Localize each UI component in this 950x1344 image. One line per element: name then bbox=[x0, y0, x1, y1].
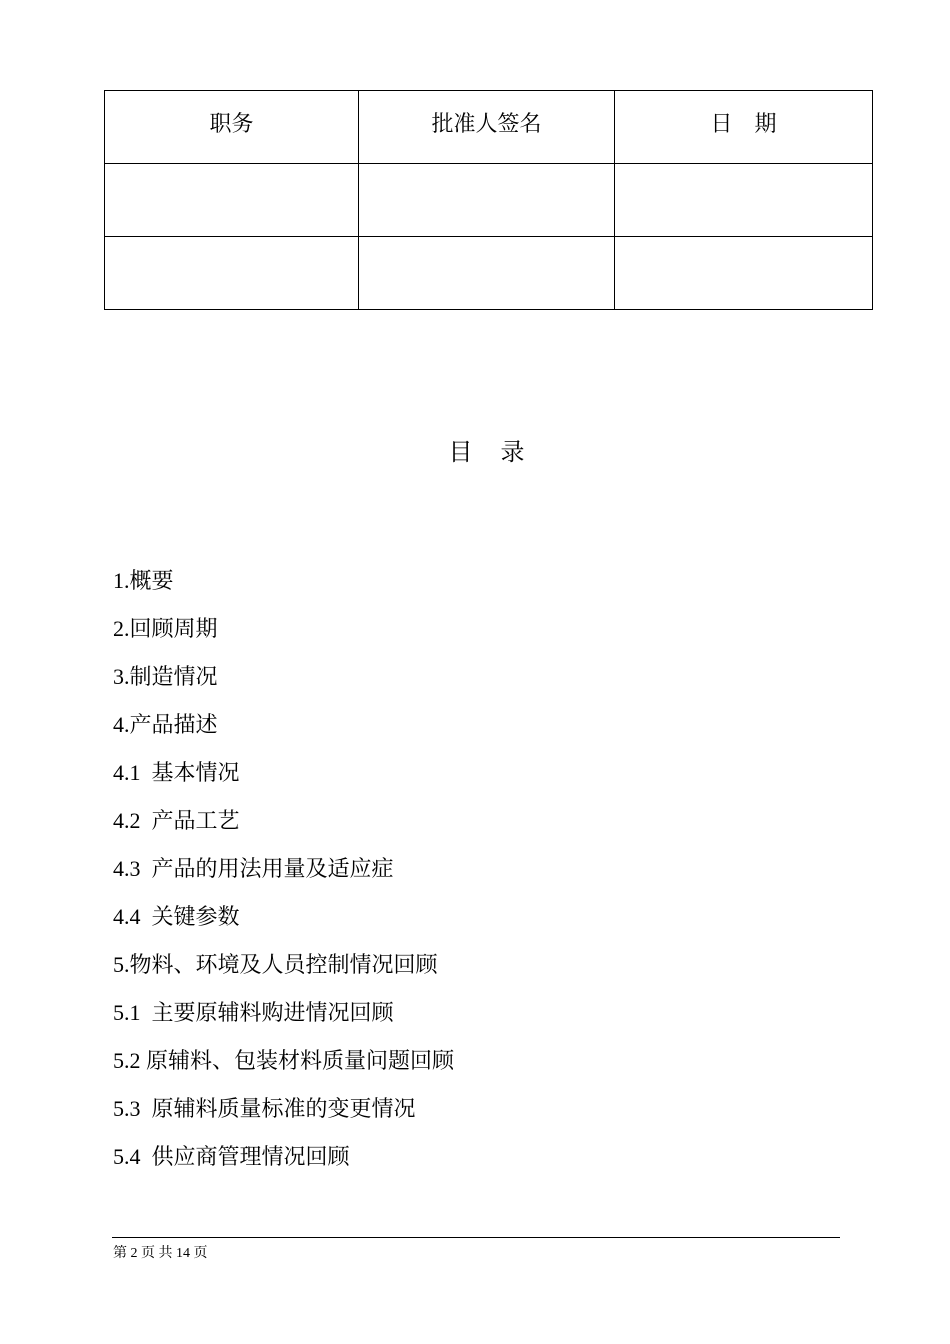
footer-divider bbox=[112, 1237, 840, 1238]
toc-item-text: 产品工艺 bbox=[151, 809, 240, 834]
approval-cell-position bbox=[105, 237, 359, 310]
approval-cell-position bbox=[105, 164, 359, 237]
toc-item[interactable] bbox=[113, 852, 454, 900]
toc-item-text: 供应商管理情况回顾 bbox=[151, 1145, 350, 1170]
toc-item-text: 基本情况 bbox=[151, 761, 240, 786]
toc-item-text: 原辅料质量标准的变更情况 bbox=[151, 1097, 416, 1122]
toc-item[interactable] bbox=[113, 1044, 454, 1092]
toc-item-number: 3. bbox=[113, 664, 130, 689]
toc-item-number: 5.2 bbox=[113, 1048, 146, 1073]
toc-item-text: 原辅料、包装材料质量问题回顾 bbox=[146, 1049, 455, 1074]
approval-table-row bbox=[105, 164, 873, 237]
toc-item-text: 回顾周期 bbox=[129, 617, 218, 642]
toc-item-text: 产品的用法用量及适应症 bbox=[151, 857, 394, 882]
toc-item[interactable] bbox=[113, 948, 454, 996]
approval-cell-signature bbox=[359, 237, 615, 310]
toc-item-number: 5.4 bbox=[113, 1144, 152, 1169]
toc-item[interactable] bbox=[113, 660, 454, 708]
toc-item-text: 概要 bbox=[129, 569, 174, 594]
toc-item-number: 4.2 bbox=[113, 808, 152, 833]
approval-table-header-row bbox=[105, 91, 873, 164]
toc-item[interactable] bbox=[113, 900, 454, 948]
toc-item[interactable] bbox=[113, 708, 454, 756]
header-position-label: 职务 bbox=[209, 112, 254, 137]
header-approver-signature bbox=[359, 91, 615, 164]
toc-item-number: 5.1 bbox=[113, 1000, 152, 1025]
toc-item[interactable] bbox=[113, 1140, 454, 1188]
page-number-footer: 第 2 页 共 14 页 bbox=[113, 1246, 208, 1261]
header-date-label: 日 期 bbox=[710, 112, 777, 137]
approval-cell-date bbox=[615, 164, 873, 237]
header-position bbox=[105, 91, 359, 164]
toc-item[interactable] bbox=[113, 1092, 454, 1140]
toc-item-number: 2. bbox=[113, 616, 130, 641]
toc-item-number: 5.3 bbox=[113, 1096, 152, 1121]
toc-item-text: 主要原辅料购进情况回顾 bbox=[151, 1001, 394, 1026]
header-approver-signature-label: 批准人签名 bbox=[431, 112, 542, 137]
toc-item-number: 4.1 bbox=[113, 760, 152, 785]
toc-item-number: 5. bbox=[113, 952, 130, 977]
toc-item-text: 制造情况 bbox=[129, 665, 218, 690]
toc-item-text: 产品描述 bbox=[129, 713, 218, 738]
approval-cell-signature bbox=[359, 164, 615, 237]
toc-item[interactable] bbox=[113, 756, 454, 804]
toc-item[interactable] bbox=[113, 804, 454, 852]
toc-item-number: 4.3 bbox=[113, 856, 152, 881]
approval-table bbox=[104, 90, 873, 310]
header-date bbox=[615, 91, 873, 164]
toc-list bbox=[113, 564, 454, 1188]
toc-item-number: 4.4 bbox=[113, 904, 152, 929]
toc-item[interactable] bbox=[113, 996, 454, 1044]
toc-item-text: 关键参数 bbox=[151, 905, 240, 930]
toc-item[interactable] bbox=[113, 612, 454, 660]
toc-item-number: 4. bbox=[113, 712, 130, 737]
toc-item-number: 1. bbox=[113, 568, 130, 593]
approval-cell-date bbox=[615, 237, 873, 310]
toc-title: 目 录 bbox=[448, 438, 527, 466]
toc-item[interactable] bbox=[113, 564, 454, 612]
toc-item-text: 物料、环境及人员控制情况回顾 bbox=[129, 953, 438, 978]
approval-table-row bbox=[105, 237, 873, 310]
